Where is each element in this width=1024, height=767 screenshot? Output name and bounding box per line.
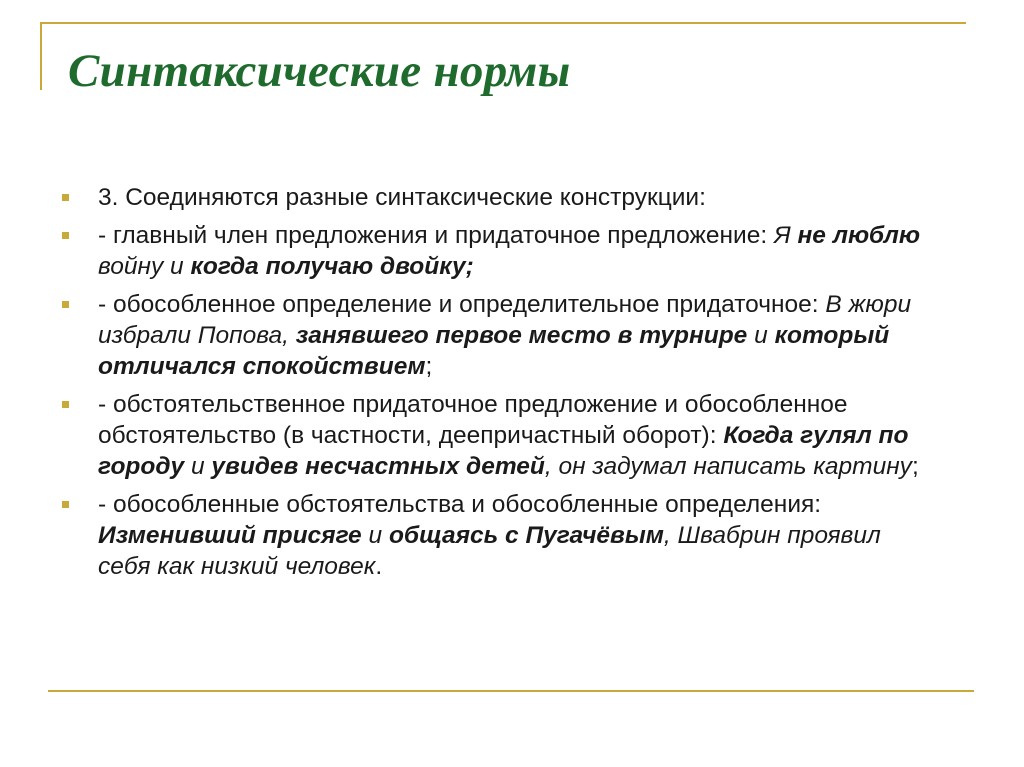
square-bullet-icon xyxy=(62,401,69,408)
text-run: - главный член предложения и придаточное предложение: xyxy=(98,222,774,249)
text-run: ; xyxy=(911,453,919,480)
text-run: - обстоятельственное придаточное предложение и обособленное обстоятельство (в частности, деепричастный оборот): xyxy=(98,391,848,449)
bullet-item-5-text xyxy=(98,491,881,580)
top-rule xyxy=(40,22,966,24)
text-run: , Швабрин проявил себя как низкий человек xyxy=(98,522,881,580)
square-bullet-icon xyxy=(62,194,69,201)
text-run: . xyxy=(375,553,383,580)
bullet-item-3-text xyxy=(98,291,911,380)
bullet-item-2-text xyxy=(98,222,920,280)
bullet-item-1-text xyxy=(98,184,706,211)
left-rule xyxy=(40,22,42,90)
text-run: увидев несчастных детей xyxy=(211,453,545,480)
text-run: занявшего первое место в турнире xyxy=(295,322,748,349)
slide-title: Синтаксические нормы xyxy=(68,45,571,97)
text-run: В жюри избрали Попова, xyxy=(98,291,912,349)
text-run: войну и xyxy=(98,253,191,280)
text-run: Изменивший присяге xyxy=(98,522,362,549)
bullet-item-3 xyxy=(60,289,940,382)
square-bullet-icon xyxy=(62,301,69,308)
bullet-item-5 xyxy=(60,489,940,582)
text-run: общаясь с Пугачёвым xyxy=(388,522,664,549)
text-run: - обособленные обстоятельства и обособленные определения: xyxy=(98,491,822,518)
bullet-item-1 xyxy=(60,182,940,213)
bullet-item-4 xyxy=(60,389,940,482)
text-run: , он задумал написать картину xyxy=(544,453,912,480)
text-run: который отличался спокойствием xyxy=(98,322,890,380)
text-run: и xyxy=(361,522,389,549)
square-bullet-icon xyxy=(62,501,69,508)
bullet-list xyxy=(60,182,940,589)
bullet-item-2 xyxy=(60,220,940,282)
bottom-rule xyxy=(48,690,974,692)
text-run: Когда гулял по городу xyxy=(98,422,909,480)
text-run: 3. Соединяются разные синтаксические конструкции: xyxy=(98,184,706,211)
text-run: и xyxy=(747,322,775,349)
text-run: когда получаю двойку; xyxy=(190,253,474,280)
text-run: и xyxy=(184,453,212,480)
square-bullet-icon xyxy=(62,232,69,239)
text-run: - обособленное определение и определительное придаточное: xyxy=(98,291,826,318)
text-run: ; xyxy=(425,353,433,380)
text-run: не люблю xyxy=(797,222,921,249)
text-run: Я xyxy=(773,222,798,249)
bullet-item-4-text xyxy=(98,391,919,480)
